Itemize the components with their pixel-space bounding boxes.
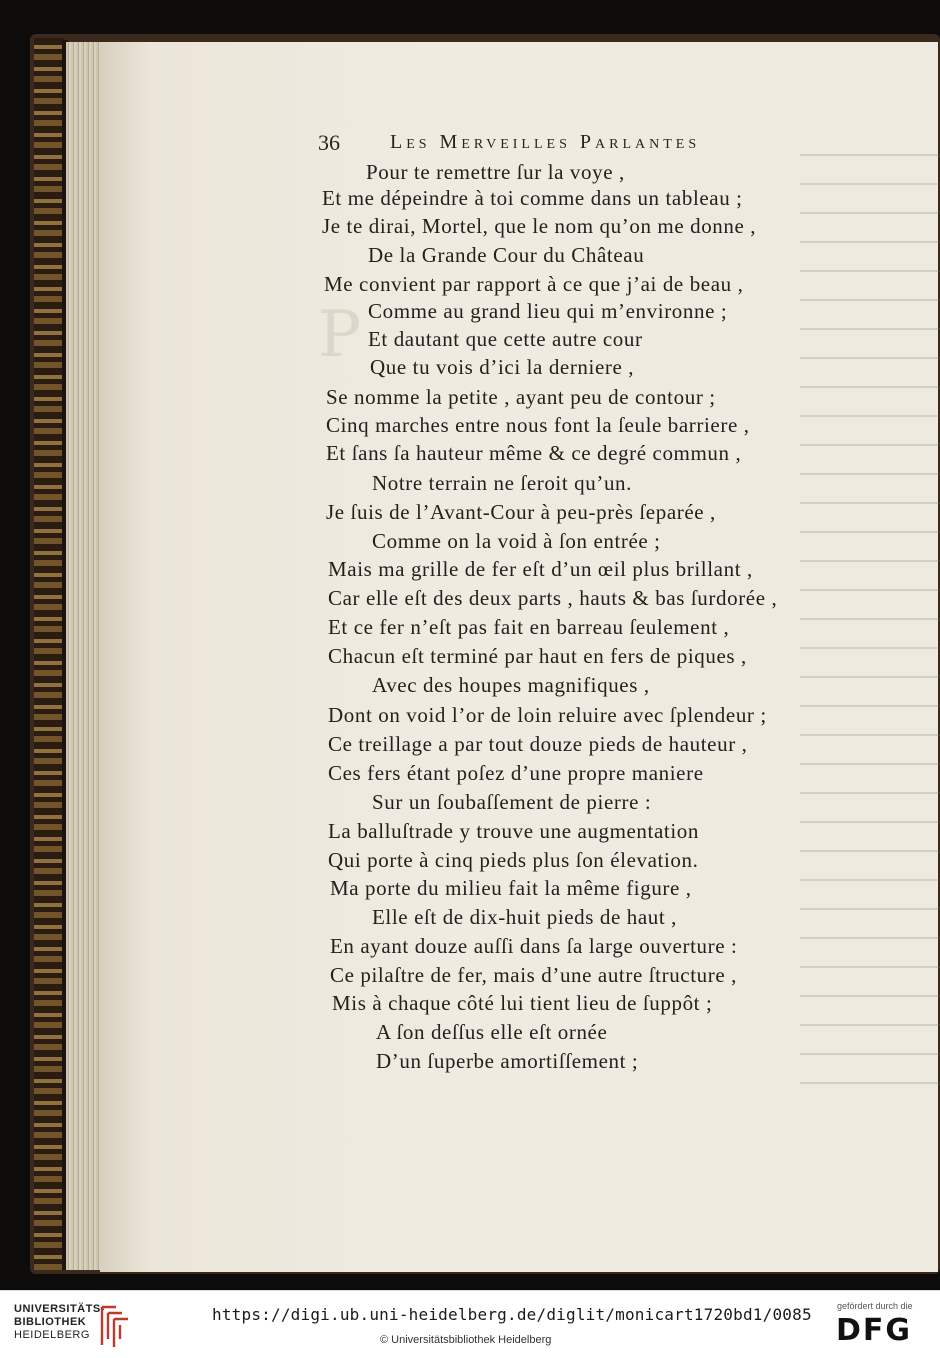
verse-line: Se nomme la petite , ayant peu de contour ; [326, 385, 716, 409]
verse-line: Ce treillage a par tout douze pieds de hauteur , [328, 732, 748, 756]
logo-line: BIBLIOTHEK [14, 1316, 87, 1328]
verse-line: Et ſans ſa hauteur même & ce degré commun , [326, 441, 742, 465]
verse-line: Qui porte à cinq pieds plus ſon élevation. [328, 848, 699, 872]
running-title: Les Merveilles Parlantes [390, 131, 701, 153]
verse-line: De la Grande Cour du Château [368, 243, 645, 267]
viewer-footer [0, 1290, 940, 1358]
page-url-link[interactable]: https://digi.ub.uni-heidelberg.de/diglit/monicart1720bd1/0085 [212, 1305, 812, 1324]
verse-line: Ces fers étant poſez d’une propre maniere [328, 761, 704, 785]
verse-line: Avec des houpes magnifiques , [372, 673, 650, 697]
funding-note: gefördert durch die [837, 1301, 913, 1311]
verse-line: Ma porte du milieu fait la même figure , [330, 876, 692, 900]
ub-heidelberg-emblem-icon [98, 1305, 130, 1349]
page-number: 36 [318, 130, 340, 155]
verse-line: A ſon deſſus elle eſt ornée [376, 1020, 608, 1044]
verse-line: Comme on la void à ſon entrée ; [372, 529, 661, 553]
verse-line: Comme au grand lieu qui m’environne ; [368, 299, 728, 323]
dfg-logo[interactable]: DFG [836, 1313, 913, 1348]
verse-line: Je te dirai, Mortel, que le nom qu’on me donne , [322, 214, 757, 238]
verse-line: La balluſtrade y trouve une augmentation [328, 819, 699, 843]
verse-line: Et dautant que cette autre cour [368, 327, 643, 351]
verse-line: En ayant douze auſſi dans ſa large ouverture : [330, 934, 738, 958]
verse-line: D’un ſuperbe amortiſſement ; [376, 1049, 639, 1073]
verse-line: Chacun eſt terminé par haut en fers de piques , [328, 644, 747, 668]
verse-line: Et ce fer n’eſt pas fait en barreau ſeulement , [328, 615, 730, 639]
bleed-through-text [800, 140, 940, 1100]
verse-line: Ce pilaſtre de fer, mais d’une autre ſtructure , [330, 963, 737, 987]
logo-line: HEIDELBERG [14, 1329, 90, 1341]
verse-line: Mais ma grille de fer eſt d’un œil plus brillant , [328, 557, 753, 581]
verse-line: Notre terrain ne ſeroit qu’un. [372, 471, 632, 495]
book-spine [34, 38, 64, 1270]
verse-line: Sur un ſoubaſſement de pierre : [372, 790, 652, 814]
verse-line: Que tu vois d’ici la derniere , [370, 355, 635, 379]
bleed-through-initial: P [318, 298, 362, 372]
verse-line: Je ſuis de l’Avant-Cour à peu-près ſeparée , [326, 500, 716, 524]
verse-line: Car elle eſt des deux parts , hauts & bas ſurdorée , [328, 586, 778, 610]
verse-line: Mis à chaque côté lui tient lieu de ſuppôt ; [332, 991, 713, 1015]
ub-heidelberg-logo[interactable] [14, 1303, 105, 1342]
logo-line: UNIVERSITÄTS- [14, 1303, 105, 1315]
verse-line: Cinq marches entre nous font la ſeule barriere , [326, 413, 750, 437]
verse-line: Pour te remettre ſur la voye , [366, 160, 625, 184]
verse-line: Elle eſt de dix-huit pieds de haut , [372, 905, 678, 929]
verse-line: Dont on void l’or de loin reluire avec ſplendeur ; [328, 703, 767, 727]
verse-line: Me convient par rapport à ce que j’ai de beau , [324, 272, 744, 296]
running-header [318, 130, 798, 160]
copyright-notice: © Universitätsbibliothek Heidelberg [380, 1334, 552, 1346]
verse-line: Et me dépeindre à toi comme dans un tableau ; [322, 186, 743, 210]
